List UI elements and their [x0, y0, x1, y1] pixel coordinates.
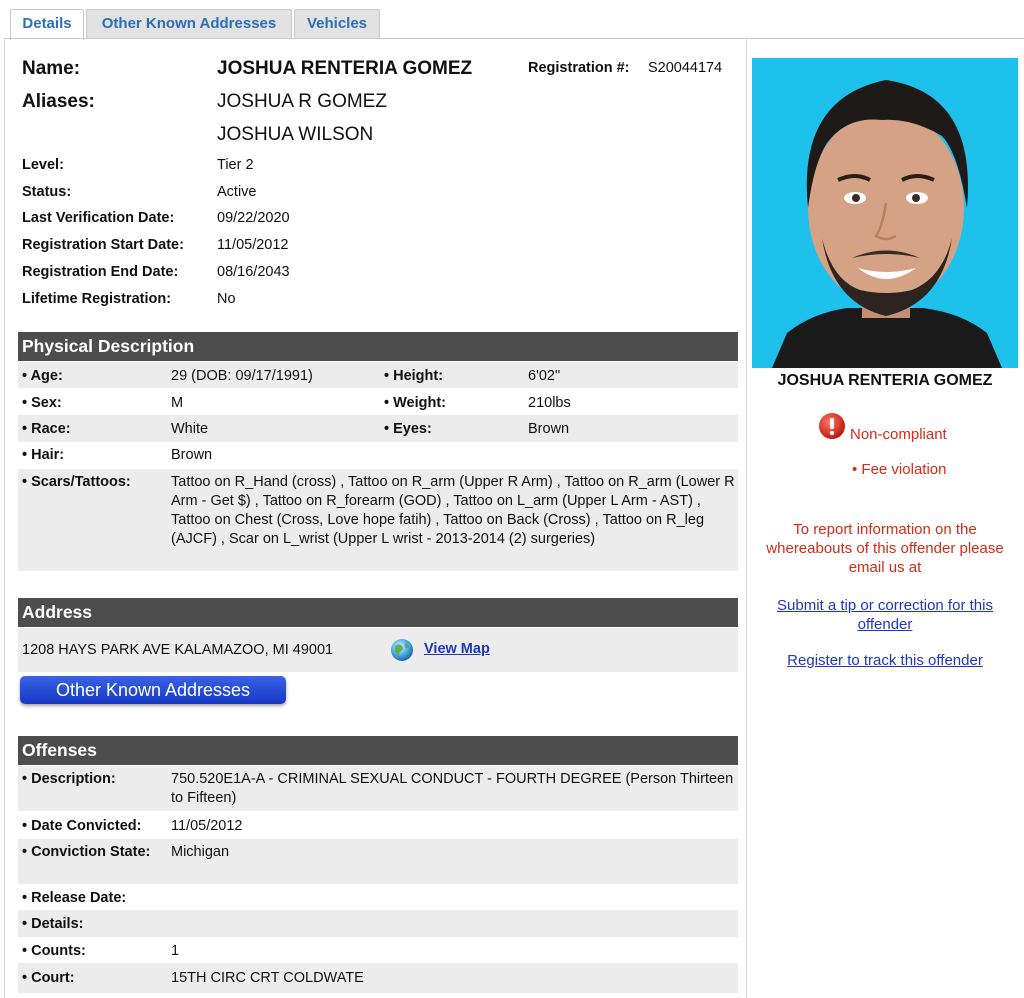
physical-row-race [18, 415, 738, 442]
address-line: 1208 HAYS PARK AVE KALAMAZOO, MI 49001 [22, 642, 334, 658]
conviction-state-value: Michigan [171, 844, 230, 860]
offender-name: JOSHUA RENTERIA GOMEZ [217, 58, 473, 79]
offense-row-court [18, 963, 738, 993]
weight-label: • Weight: [384, 395, 446, 411]
counts-value: 1 [171, 943, 180, 959]
age-value: 29 (DOB: 09/17/1991) [171, 368, 313, 384]
tab-vehicles[interactable]: Vehicles [294, 9, 380, 38]
status-label: Status: [22, 184, 72, 200]
report-instructions: To report information on the whereabouts of this offender please email us at [766, 521, 1004, 576]
alias-item: JOSHUA WILSON [217, 124, 374, 145]
height-label: • Height: [384, 368, 444, 384]
lifetime-registration-label: Lifetime Registration: [22, 291, 172, 307]
court-value: 15TH CIRC CRT COLDWATE [171, 970, 364, 986]
conviction-state-label: • Conviction State: [22, 844, 151, 860]
view-map-link[interactable]: View Map [424, 641, 490, 657]
sex-label: • Sex: [22, 395, 62, 411]
description-label: • Description: [22, 771, 116, 787]
court-label: • Court: [22, 970, 75, 986]
globe-icon[interactable] [388, 636, 416, 664]
level-label: Level: [22, 157, 64, 173]
physical-row-age [18, 362, 738, 388]
alias-item: JOSHUA R GOMEZ [217, 91, 387, 112]
hair-value: Brown [171, 447, 213, 463]
lifetime-registration-value: No [217, 291, 236, 307]
submit-tip-link[interactable]: Submit a tip or correction for this offender [777, 597, 993, 633]
details-label: • Details: [22, 916, 84, 932]
offenses-header: Offenses [18, 736, 738, 765]
name-label: Name: [22, 58, 81, 79]
release-date-label: • Release Date: [22, 890, 127, 906]
last-verification-value: 09/22/2020 [217, 210, 290, 226]
registration-end-label: Registration End Date: [22, 264, 179, 280]
tab-details[interactable]: Details [10, 9, 84, 40]
level-value: Tier 2 [217, 157, 254, 173]
alert-icon [818, 412, 846, 440]
weight-value: 210lbs [528, 395, 571, 411]
compliance-status: Non-compliant [850, 426, 947, 443]
tab-other-known-addresses[interactable]: Other Known Addresses [86, 9, 292, 38]
scars-tattoos-value: Tattoo on R_Hand (cross) , Tattoo on R_arm (Upper R Arm) , Tattoo on R_arm (Lower R Arm - Get $) , Tattoo on R_forearm (GOD) , Tattoo on L_arm (Upper L Arm - AST) , Tattoo on Chest (Cross, Love hope fatih) , Tattoo on Back (Cross) , Tattoo on R_leg (AJCF) , Scar on L_wrist (Upper L wrist - 2013-2014 (2) surgeries) [171, 474, 735, 547]
registration-start-label: Registration Start Date: [22, 237, 184, 253]
eyes-value: Brown [528, 421, 570, 437]
counts-label: • Counts: [22, 943, 86, 959]
physical-description-header: Physical Description [18, 332, 738, 361]
sex-value: M [171, 395, 184, 411]
date-convicted-label: • Date Convicted: [22, 818, 142, 834]
other-known-addresses-button[interactable]: Other Known Addresses [20, 676, 286, 704]
registration-start-value: 11/05/2012 [217, 237, 289, 253]
aliases-label: Aliases: [22, 91, 95, 112]
registration-number: S20044174 [648, 60, 723, 76]
scars-tattoos-label: • Scars/Tattoos: [22, 474, 131, 490]
eyes-label: • Eyes: [384, 421, 432, 437]
height-value: 6'02" [528, 368, 561, 384]
last-verification-label: Last Verification Date: [22, 210, 175, 226]
photo-caption: JOSHUA RENTERIA GOMEZ [777, 372, 993, 389]
date-convicted-value: 11/05/2012 [171, 818, 243, 834]
register-track-link[interactable]: Register to track this offender [787, 652, 983, 669]
description-value: 750.520E1A-A - CRIMINAL SEXUAL CONDUCT - FOURTH DEGREE (Person Thirteen to Fifteen) [171, 771, 734, 806]
registration-end-value: 08/16/2043 [217, 264, 290, 280]
age-label: • Age: [22, 368, 63, 384]
address-header: Address [18, 598, 738, 627]
fee-violation: • Fee violation [852, 461, 947, 478]
registration-label: Registration #: [528, 60, 630, 76]
offender-photo [752, 58, 1018, 368]
hair-label: • Hair: [22, 447, 65, 463]
race-value: White [171, 421, 209, 437]
race-label: • Race: [22, 421, 71, 437]
status-value: Active [217, 184, 257, 200]
offense-row-details [18, 910, 738, 937]
